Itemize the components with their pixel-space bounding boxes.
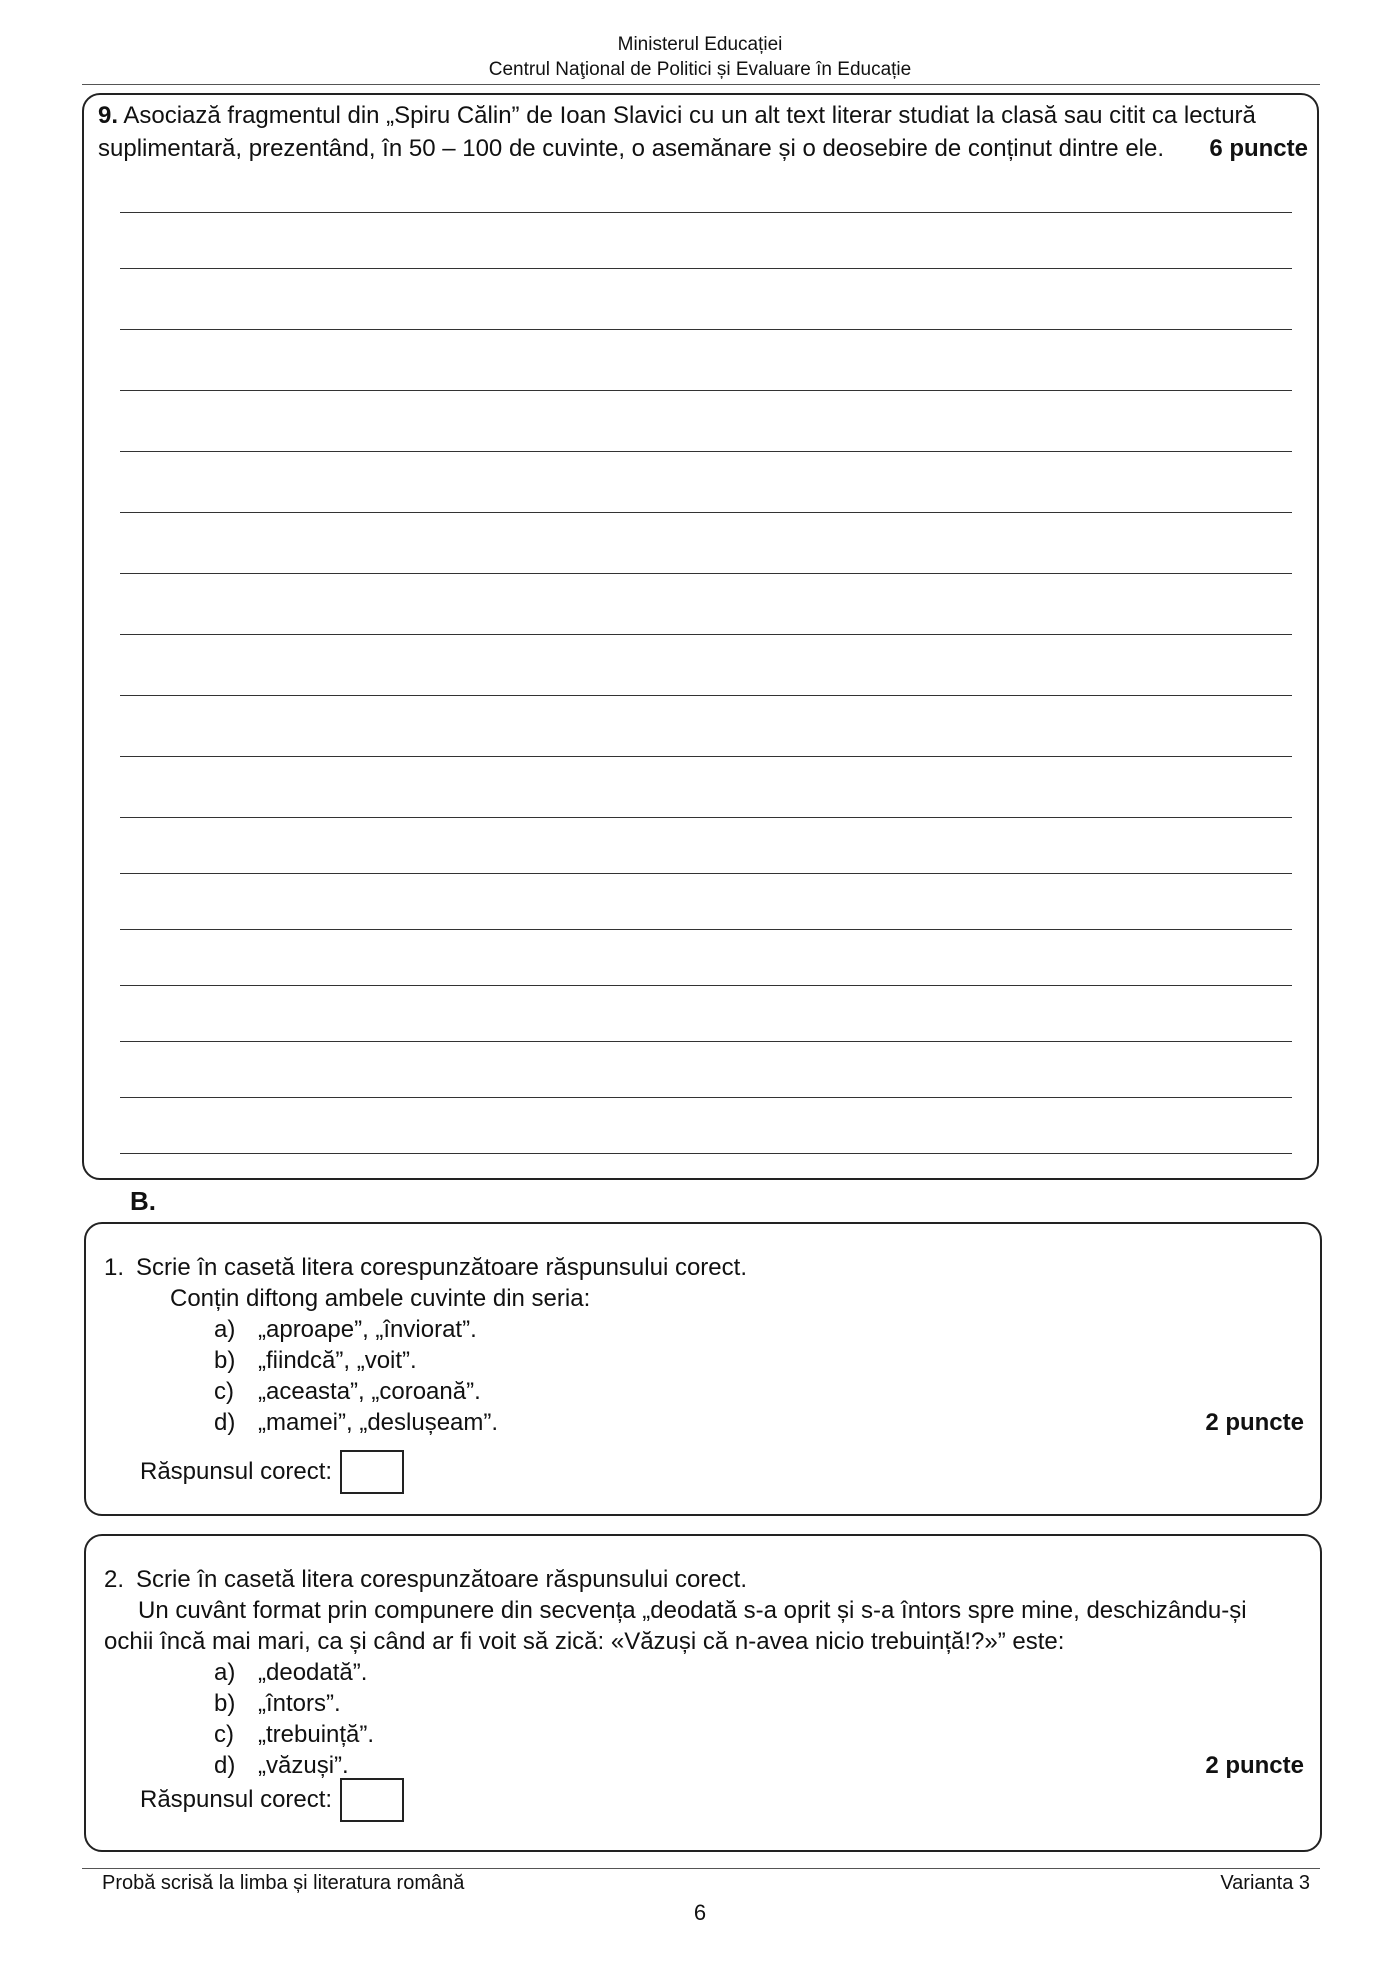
option-letter: c) [214, 1721, 234, 1748]
question-b1-options [104, 1314, 1304, 1438]
question-b2-instruction: Scrie în casetă litera corespunzătoare răspunsului corect. [136, 1566, 747, 1593]
option-a [214, 1657, 1304, 1688]
question-b2-points: 2 puncte [1205, 1752, 1304, 1779]
option-text: „văzuși”. [258, 1752, 349, 1779]
option-text: „întors”. [258, 1690, 341, 1717]
writing-line [120, 985, 1292, 986]
writing-line [120, 873, 1292, 874]
question-b2-box [84, 1534, 1322, 1852]
question-b1-answer [140, 1450, 404, 1494]
option-d [214, 1750, 1304, 1781]
question-9-line-2: suplimentară, prezentând, în 50 – 100 de cuvinte, o asemănare și o deosebire de conținut dintre ele. [98, 135, 1165, 162]
footer-variant: Varianta 3 [1220, 1872, 1310, 1894]
question-9-box [82, 93, 1319, 1180]
option-c [214, 1719, 1304, 1750]
writing-line [120, 573, 1292, 574]
question-b1-prompt: Conțin diftong ambele cuvinte din seria: [170, 1285, 591, 1312]
option-text: „mamei”, „deslușeam”. [258, 1409, 499, 1436]
option-c [214, 1376, 1304, 1407]
writing-line [120, 390, 1292, 391]
question-b1-number: 1. [104, 1254, 125, 1281]
question-9-line-1: Asociază fragmentul din „Spiru Călin” de Ioan Slavici cu un alt text literar studiat la clasă sau citit ca lectură [123, 102, 1256, 129]
question-b2-prompt-line-2: ochii încă mai mari, ca și când ar fi voit să zică: «Văzuși că n-avea nicio trebuință!?»” este: [104, 1628, 1065, 1655]
option-text: „deodată”. [258, 1659, 368, 1686]
question-b1-points: 2 puncte [1205, 1409, 1304, 1436]
option-letter: a) [214, 1316, 236, 1343]
writing-line [120, 329, 1292, 330]
option-a [214, 1314, 1304, 1345]
writing-line [120, 512, 1292, 513]
option-letter: c) [214, 1378, 234, 1405]
writing-line [120, 929, 1292, 930]
option-text: „trebuință”. [258, 1721, 375, 1748]
question-b2-options [104, 1657, 1304, 1781]
question-b1-content [104, 1252, 1304, 1438]
header-divider [82, 84, 1320, 85]
writing-line [120, 268, 1292, 269]
question-b2-number: 2. [104, 1566, 125, 1593]
writing-line [120, 817, 1292, 818]
writing-line [120, 634, 1292, 635]
option-letter: a) [214, 1659, 236, 1686]
option-letter: b) [214, 1347, 236, 1374]
option-text: „fiindcă”, „voit”. [258, 1347, 417, 1374]
option-letter: d) [214, 1409, 236, 1436]
header-center: Centrul Naţional de Politici și Evaluare în Educație [488, 59, 912, 80]
writing-line [120, 212, 1292, 213]
answer-writing-area[interactable] [120, 95, 1292, 1178]
answer-label: Răspunsul corect: [140, 1786, 333, 1813]
question-9-points: 6 puncte [1209, 135, 1308, 162]
option-text: „aceasta”, „coroană”. [258, 1378, 481, 1405]
answer-box[interactable] [340, 1778, 404, 1822]
question-b2-content [104, 1564, 1304, 1781]
question-9-number: 9. [98, 102, 119, 129]
writing-line [120, 451, 1292, 452]
option-b [214, 1688, 1304, 1719]
writing-line [120, 756, 1292, 757]
writing-line [120, 1097, 1292, 1098]
option-letter: d) [214, 1752, 236, 1779]
question-b1-box [84, 1222, 1322, 1516]
footer-divider [82, 1868, 1320, 1869]
option-text: „aproape”, „înviorat”. [258, 1316, 477, 1343]
option-b [214, 1345, 1304, 1376]
writing-line [120, 1041, 1292, 1042]
section-b-label: B. [130, 1186, 156, 1216]
answer-label: Răspunsul corect: [140, 1458, 333, 1485]
writing-line [120, 1153, 1292, 1154]
header-ministry: Ministerul Educației [617, 34, 783, 55]
question-b2-answer [140, 1778, 404, 1822]
question-b2-prompt-line-1: Un cuvânt format prin compunere din secvența „deodată s-a oprit și s-a întors spre mine, deschizându-și [138, 1597, 1247, 1624]
option-d [214, 1407, 1304, 1438]
footer-exam-title: Probă scrisă la limba și literatura română [102, 1872, 465, 1894]
question-b1-instruction: Scrie în casetă litera corespunzătoare răspunsului corect. [136, 1254, 747, 1281]
page-number: 6 [693, 1900, 707, 1925]
answer-box[interactable] [340, 1450, 404, 1494]
writing-line [120, 695, 1292, 696]
page-header [0, 32, 1400, 82]
option-letter: b) [214, 1690, 236, 1717]
